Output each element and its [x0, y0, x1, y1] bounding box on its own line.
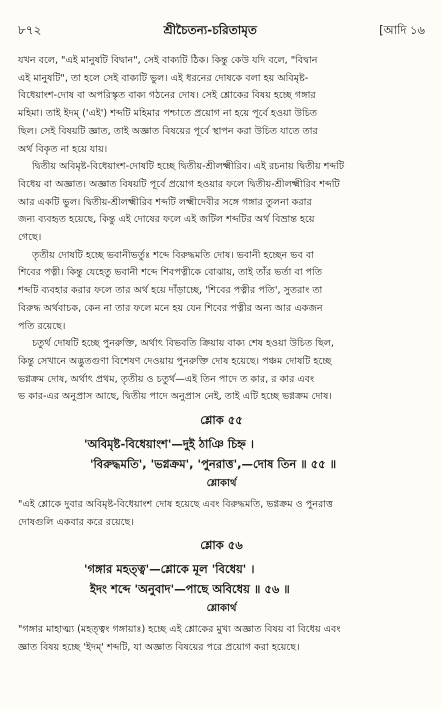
text-line: কিন্তু সেখানে অদ্ভুতগুণা বিশেষণ দেওয়ায় পুনরুক্তি দোষ হয়েছে। পঞ্চম দোষটি হচ্ছে: [18, 355, 332, 367]
purport-paragraph-4: [18, 335, 425, 406]
text-line: যখন বলে, "এই মানুষটি বিদ্বান", সেই বাক্যটি ঠিক। কিন্তু কেউ যদি বলে, "বিদ্বান: [18, 55, 318, 66]
translation-line: "এই শ্লোকে দুবার অবিমৃষ্ট-বিধেয়াংশ দোষ হয়েছে এবং বিরুদ্ধমতি, ভগ্নক্রম ও পুনরাত্ত: [18, 499, 333, 511]
text-line: তৃতীয় দোষটি হচ্ছে ভবানীভর্তুঃ শব্দে বিরুদ্ধমতি দোষ। ভবানী হচ্ছেন ভব বা: [32, 249, 314, 261]
text-line: বিধেয় বা অজ্ঞাত। অজ্ঞাত বিষয়টি পূর্বে প্রয়োগ হওয়ার ফলে দ্বিতীয়-শ্রীলক্ষ্মীরিব শব্দটি: [18, 178, 340, 190]
verse-line: 'গঙ্গার মহত্ত্ব'—শ্লোকে মূল 'বিধেয়' ।: [84, 562, 255, 577]
text-line: শব্দটি ব্যবহার করার ফলে তার অর্থ হয়ে দাঁড়াচ্ছে, 'শিবের পত্নীর পতি', সুতরাং তা: [18, 285, 323, 297]
verse-heading: শ্লোক ৫৬: [200, 538, 243, 553]
text-line: গেছে।: [18, 232, 42, 244]
text-line: মহিমা। তাই ইদম্ ('এই') শব্দটি মহিমার পশ্চাতে প্রয়োগ না হয়ে পূর্বে হওয়া উচিত: [18, 108, 318, 120]
text-line: এই মানুষটি", তা হলে সেই বাক্যটি ভুল। এই ধরনের দোষকে বলা হয় অবিমৃষ্ট-: [18, 72, 309, 84]
text-line: বিরুদ্ধ অর্থবাচক, কেন না তার ফলে মনে হয় যেন শিবের পত্নীর অন্য আর একজন: [18, 302, 323, 314]
translation-line: "গঙ্গার মাহাত্ম্য (মহত্ত্বং গঙ্গায়াঃ) হচ্ছে এই শ্লোকের মুখ্য অজ্ঞাত বিষয় বা বিধেয় এবং: [18, 624, 341, 636]
text-line: আর একটি ভুল। দ্বিতীয়-শ্রীলক্ষ্মীরিব শব্দটি লক্ষ্মীদেবীর সঙ্গে গঙ্গার তুলনা করার: [18, 196, 312, 208]
text-line: বিধেয়াংশ-দোষ বা অপরিস্কৃত বাক্য গঠনের দোষ। সেই শ্লোকের বিষয় হচ্ছে গঙ্গার: [18, 90, 316, 102]
text-line: জন্য ব্যবহৃত হয়েছে, কিন্তু এই দোষের ফলে এই জটিল শব্দটির অর্থ বিভ্রান্ত হয়ে: [18, 214, 315, 226]
text-line: ভগ্নক্রম দোষ, অর্থাৎ প্রথম, তৃতীয় ও চতুর্থ—এই তিন পাদে ত কার, র কার এবং: [18, 373, 315, 385]
chapter-reference: [আদি ১৬: [379, 23, 425, 37]
text-line: অর্থ বিকৃত না হয়ে যায়।: [18, 143, 108, 155]
book-title: শ্রীচৈতন্য-চরিতামৃত: [163, 23, 257, 37]
verse-line: ইদং শব্দে 'অনুবাদ'—পাছে অবিধেয় ॥ ৫৬ ॥: [90, 582, 290, 597]
translation-line: জ্ঞাত বিষয় হচ্ছে 'ইদম্' শব্দটি, যা অজ্ঞাত বিষয়ের পরে প্রয়োগ করা হয়েছে।: [18, 642, 300, 654]
text-line: দ্বিতীয় অবিমৃষ্ট-বিধেয়াংশ-দোষটি হচ্ছে দ্বিতীয়-শ্রীলক্ষ্মীরিব। এই রচনায় দ্বিতীয় শব্দটি: [32, 161, 345, 173]
purport-paragraph-3: [18, 247, 425, 336]
page-header: [18, 22, 425, 44]
verse-56: [18, 537, 425, 656]
text-line: চতুর্থ দোষটি হচ্ছে পুনরুক্তি, অর্থাৎ বিভবতি ক্রিয়ায় বাক্য শেষ হওয়া উচিত ছিল,: [32, 338, 334, 350]
translation-line: দোষগুলি একবার করে রয়েছে।: [18, 516, 134, 528]
verse-55: [18, 412, 425, 531]
verse-line: 'বিরুদ্ধমতি', 'ভগ্নক্রম', 'পুনরাত্ত',—দোষ তিন ॥ ৫৫ ॥: [90, 457, 337, 472]
purport-paragraph-2: [18, 158, 425, 247]
purport-paragraph-1: [18, 52, 425, 158]
text-line: শিবের পত্নী। কিন্তু যেহেতু ভবানী শব্দে শিবপত্নীকে বোঝায়, তাই তাঁর ভর্তা বা পতি: [18, 267, 323, 279]
verse-heading: শ্লোক ৫৫: [200, 413, 243, 428]
text-line: পতি রয়েছে।: [18, 320, 66, 332]
text-line: ছিল। সেই বিষয়টি জ্ঞাত, তাই অজ্ঞাত বিষয়ের পূর্বে স্থাপন করা উচিত যাতে তার: [18, 125, 318, 137]
translation-heading: শ্লোকার্থ: [206, 603, 237, 615]
translation-heading: শ্লোকার্থ: [206, 478, 237, 490]
text-line: ভ কার-এর অনুপ্রাস আছে, দ্বিতীয় পাদে অনুপ্রাস নেই, তাই এটি হচ্ছে ভগ্নক্রম দোষ।: [18, 391, 332, 403]
verse-line: 'অবিমৃষ্ট-বিধেয়াংশ'—দুই ঠাঞি চিহ্ন ।: [84, 437, 254, 452]
page-number: ৮৭২: [18, 23, 42, 37]
